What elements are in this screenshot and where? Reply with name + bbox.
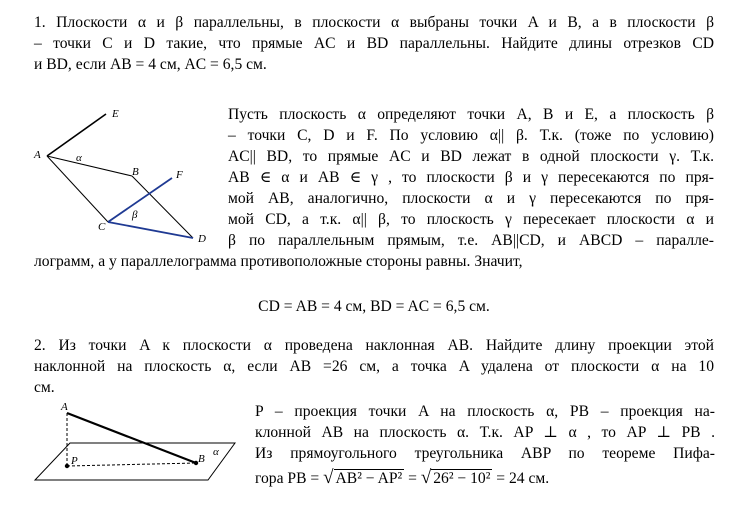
solution2-line: P – проекция точки A на плоскость α, PB – проекция на-: [255, 403, 715, 420]
solution1-line: β по параллельным прямым, т.е. AB||CD, и ABCD – паралле-: [228, 232, 714, 249]
sqrt-radicand-2: 26² − 10²: [433, 470, 491, 487]
label-alpha: α: [76, 152, 82, 164]
label-e: E: [112, 108, 119, 120]
sqrt-sign-1: √: [323, 467, 334, 488]
line-pb: [67, 463, 196, 466]
solution1-line-wide: лограмм, а у параллелограмма противоположные стороны равны. Значит,: [34, 253, 523, 270]
formula-prefix: гора PB =: [255, 470, 324, 487]
label-b: B: [132, 166, 139, 178]
solution2-formula: [255, 467, 715, 493]
problem1-line: 1. Плоскости α и β параллельны, в плоскости α выбраны точки A и B, а в плоскости β: [34, 14, 714, 31]
formula-eq: =: [404, 470, 421, 487]
solution1-result: CD = AB = 4 см, BD = AC = 6,5 см.: [258, 298, 490, 315]
label-a2: A: [61, 401, 68, 413]
problem2-line: наклонной на плоскость α, если AB =26 см, а точка A удалена от плоскости α на 10: [34, 358, 714, 375]
label-p: P: [71, 455, 78, 467]
line-ab-slant: [67, 413, 196, 463]
sqrt-radicand-1: AB² − AP²: [335, 470, 403, 487]
plane-alpha: [35, 443, 235, 480]
label-c: C: [98, 221, 106, 233]
solution1-line: AC|| BD, то прямые AC и BD лежат в одной плоскости γ. Т.к.: [228, 148, 714, 165]
solution2-text: [255, 401, 715, 464]
solution1-line: мой CD, а т.к. α|| β, то плоскость γ пересекает плоскости α и: [228, 211, 714, 228]
problem2-line: см.: [34, 379, 55, 396]
solution1-line: Пусть плоскость α определяют точки A, B и E, а плоскость β: [228, 106, 714, 123]
problem1-line: – точки C и D такие, что прямые AC и BD параллельны. Найдите длины отрезков CD: [34, 35, 714, 52]
solution1-line: – точки C, D и F. По условию α|| β. Т.к. (тоже по условию): [228, 127, 714, 144]
solution2-line: клонной AB на плоскость α. Т.к. AP ⊥ α , то AP ⊥ PB .: [255, 424, 715, 441]
problem1-line: и BD, если AB = 4 см, AC = 6,5 см.: [34, 56, 267, 73]
solution1-line: мой AB, аналогично, плоскости α и γ пересекаются по пря-: [228, 190, 714, 207]
sqrt-sign-2: √: [420, 467, 432, 488]
label-beta: β: [132, 209, 138, 221]
formula-result: = 24 см.: [492, 470, 550, 487]
label-a: A: [34, 149, 41, 161]
label-alpha2: α: [213, 446, 219, 458]
solution1-line: AB ∈ α и AB ∈ γ , то плоскости β и γ пересекаются по пря-: [228, 169, 714, 186]
point-p: [65, 464, 69, 468]
solution2-line: Из прямоугольного треугольника ABP по теореме Пифа-: [255, 445, 715, 462]
label-d: D: [198, 233, 206, 245]
label-b2: B: [198, 453, 205, 465]
problem2-line: 2. Из точки A к плоскости α проведена наклонная AB. Найдите длину проекции этой: [34, 337, 714, 354]
label-f: F: [176, 169, 183, 181]
